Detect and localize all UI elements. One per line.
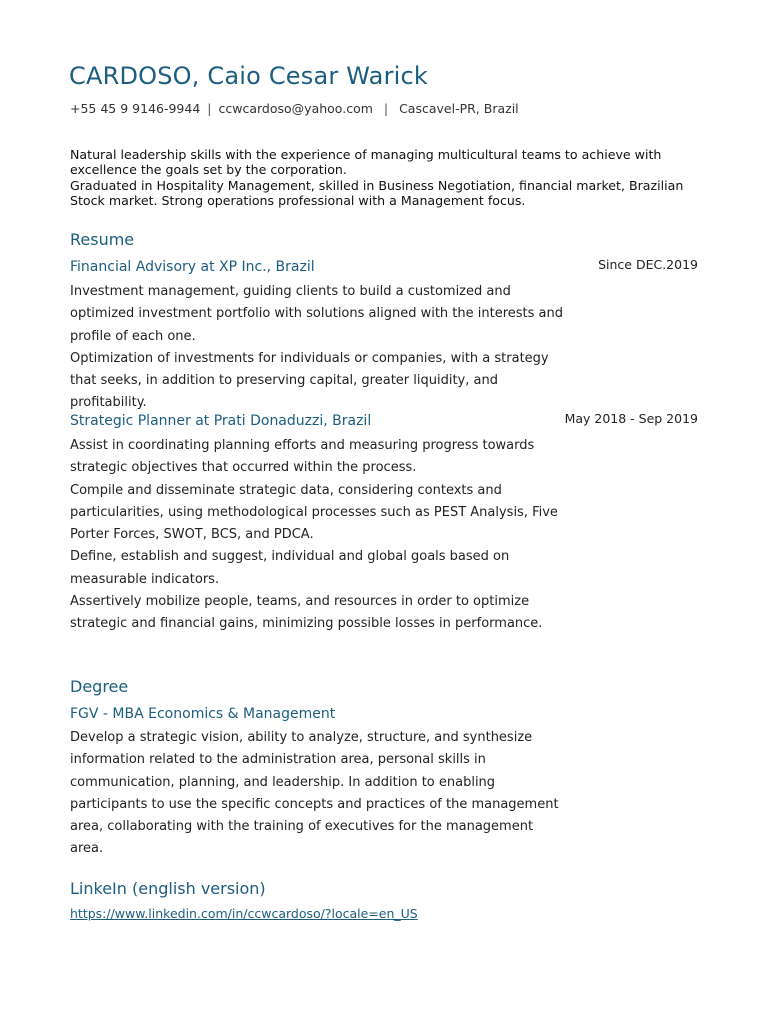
degree-description bbox=[70, 727, 570, 861]
contact-line bbox=[70, 101, 519, 116]
separator: | bbox=[379, 101, 393, 116]
job-paragraph: Assist in coordinating planning efforts and measuring progress towards strategic objectives that occurred within the process. bbox=[70, 438, 535, 476]
summary-paragraph: Graduated in Hospitality Management, skilled in Business Negotiation, financial market, Brazilian Stock market. Strong operations professional with a Management focus. bbox=[70, 177, 684, 209]
degree-title: FGV - MBA Economics & Management bbox=[70, 706, 336, 722]
section-heading-linkedin: LinkeIn (english version) bbox=[70, 879, 266, 898]
location: Cascavel-PR, Brazil bbox=[399, 101, 519, 116]
job-title: Financial Advisory at XP Inc., Brazil bbox=[70, 259, 315, 275]
job-paragraph: Optimization of investments for individuals or companies, with a strategy that seeks, in addition to preserving capital, greater liquidity, and profitability. bbox=[70, 350, 549, 411]
linkedin-link[interactable]: https://www.linkedin.com/in/ccwcardoso/?locale=en_US bbox=[70, 906, 418, 921]
section-heading-resume: Resume bbox=[70, 230, 135, 249]
job-paragraph: Compile and disseminate strategic data, considering contexts and particularities, using methodological processes such as PEST Analysis, Five Porter Forces, SWOT, BCS, and PDCA. bbox=[70, 482, 558, 543]
email-address: ccwcardoso@yahoo.com bbox=[218, 101, 373, 116]
degree-paragraph: Develop a strategic vision, ability to analyze, structure, and synthesize information related to the administration area, personal skills in communication, planning, and leadership. In addition to enabling participants to use the specific concepts and practices of the management area, collaborating with the training of executives for the management area. bbox=[70, 730, 559, 857]
job-description bbox=[70, 281, 570, 415]
job-description bbox=[70, 435, 570, 636]
phone-number: +55 45 9 9146-9944 bbox=[70, 101, 201, 116]
job-paragraph: Investment management, guiding clients to build a customized and optimized investment portfolio with solutions aligned with the interests and profile of each one. bbox=[70, 284, 564, 344]
separator: | bbox=[207, 101, 212, 116]
job-date: Since DEC.2019 bbox=[598, 257, 698, 272]
candidate-name: CARDOSO, Caio Cesar Warick bbox=[69, 62, 429, 90]
job-date: May 2018 - Sep 2019 bbox=[564, 411, 698, 426]
summary-paragraph: Natural leadership skills with the experience of managing multicultural teams to achieve with excellence the goals set by the corporation. bbox=[70, 147, 662, 178]
job-title: Strategic Planner at Prati Donaduzzi, Brazil bbox=[70, 413, 372, 429]
section-heading-degree: Degree bbox=[70, 677, 129, 696]
profile-summary bbox=[70, 147, 710, 209]
job-paragraph: Define, establish and suggest, individual and global goals based on measurable indicators. bbox=[70, 549, 510, 587]
job-paragraph: Assertively mobilize people, teams, and resources in order to optimize strategic and financial gains, minimizing possible losses in performance. bbox=[70, 594, 543, 632]
